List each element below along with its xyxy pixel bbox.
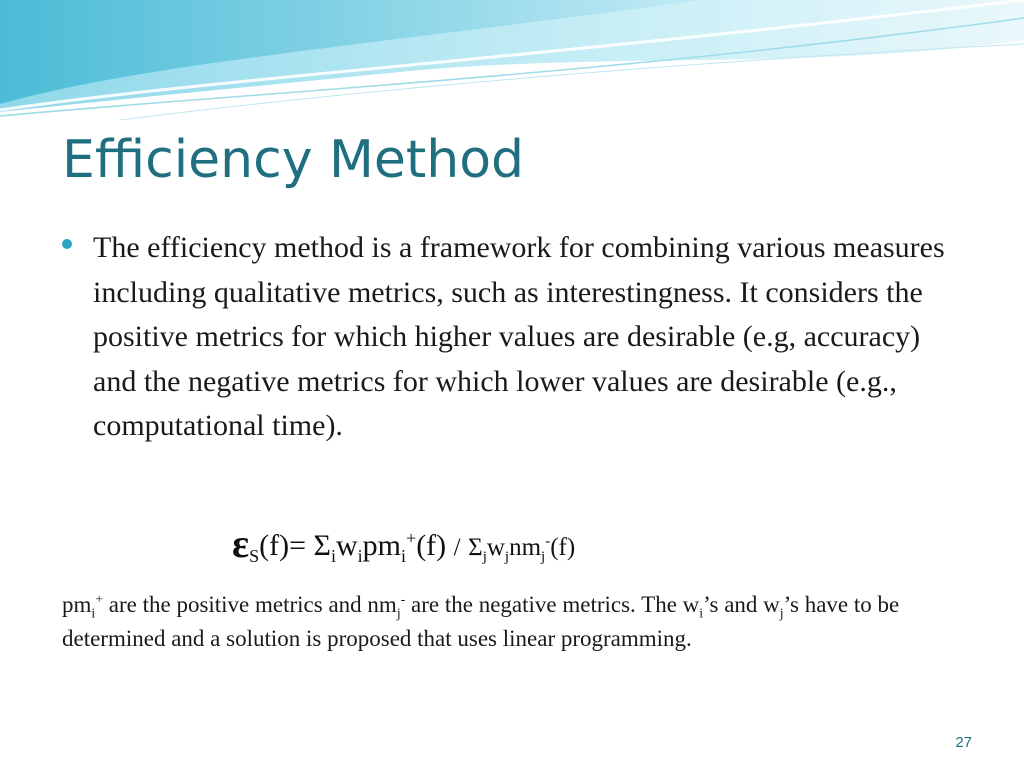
bullet-text: The efficiency method is a framework for combining various measures including qualitative metrics, such as interestingness. It considers the positive metrics for which higher values are desirable (e.g, accuracy) and the negative metrics for which lower values are desirable (e.g., computational time). bbox=[93, 231, 945, 442]
bullet-dot-icon bbox=[62, 239, 72, 249]
epsilon-symbol: ε bbox=[232, 521, 250, 566]
efficiency-formula: $\varepsilon_S(f)= \Sigma_iw_ipm_i^+(f) / \Sigma_jw_jnm_j^-(f)$ bbox=[232, 521, 576, 566]
slide-title: Efficiency Method bbox=[62, 130, 525, 190]
bullet-list bbox=[62, 226, 962, 449]
header-wave-decoration bbox=[0, 0, 1024, 120]
formula-explanation: $pm_i^+$ are the positive metrics and $nm_j^-$ are the negative metrics. The $w_i’s$ and $w_j’s$ have to be determined and a solution is proposed that uses linear programming. bbox=[62, 591, 900, 651]
page-number: 27 bbox=[955, 734, 972, 751]
